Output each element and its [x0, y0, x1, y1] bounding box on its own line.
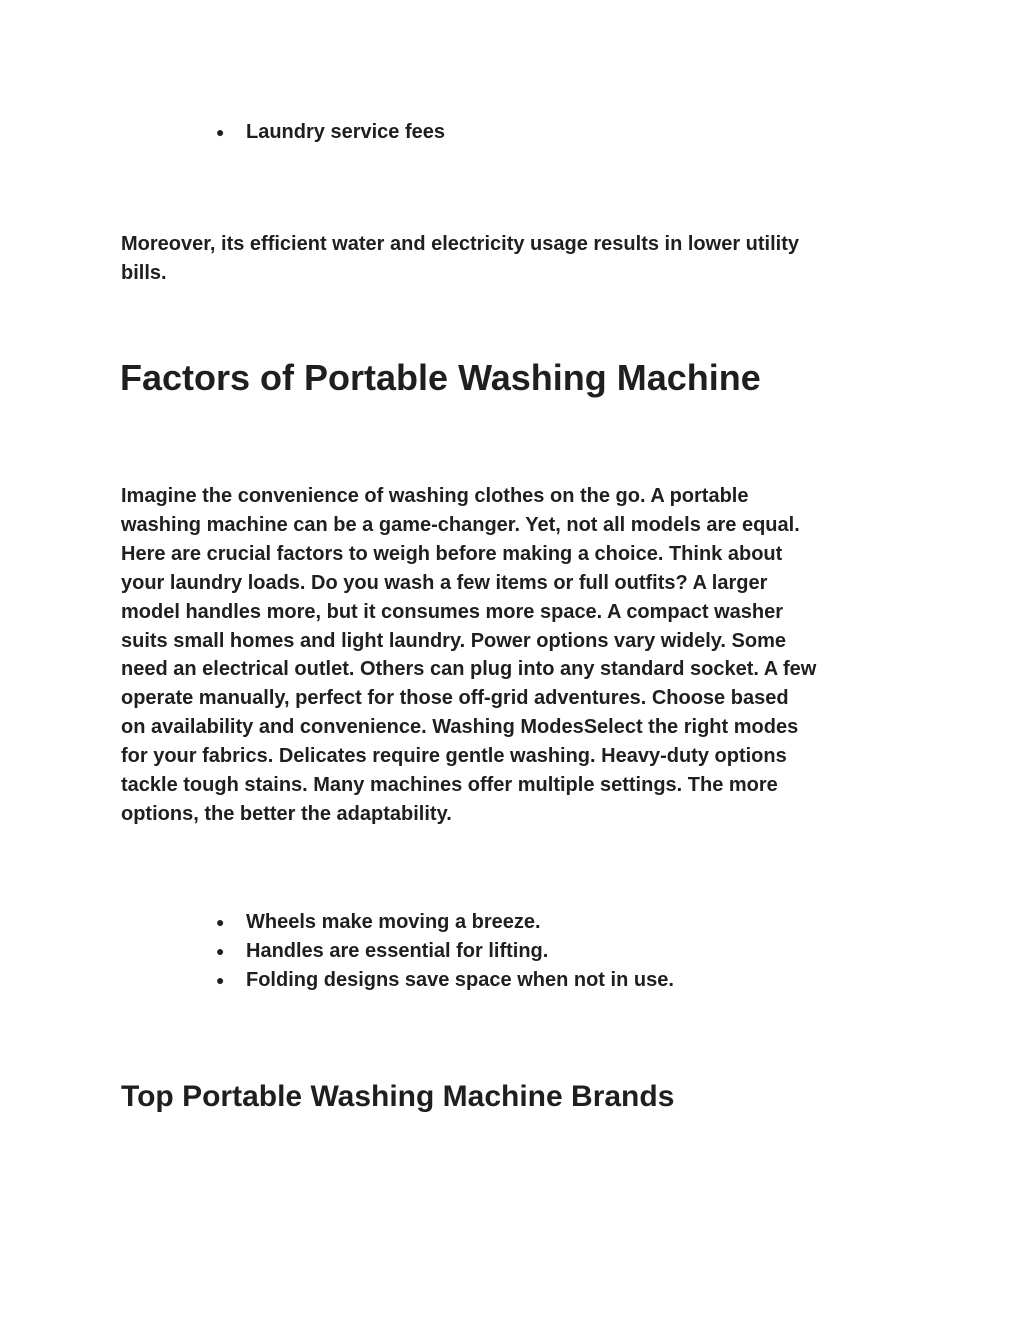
bullet-icon: ●	[216, 972, 225, 988]
paragraph-line: suits small homes and light laundry. Power options vary widely. Some	[121, 629, 786, 652]
section-heading: Factors of Portable Washing Machine	[120, 357, 761, 398]
paragraph-line: Imagine the convenience of washing clothes on the go. A portable	[121, 485, 749, 507]
list-item-text: Folding designs save space when not in use.	[246, 969, 674, 991]
bullet-icon: ●	[216, 943, 225, 959]
factors-paragraph	[121, 482, 816, 829]
paragraph-line: tackle tough stains. Many machines offer multiple settings. The more	[121, 774, 778, 797]
paragraph-line: for your fabrics. Delicates require gentle washing. Heavy-duty options	[121, 745, 787, 768]
paragraph-line: on availability and convenience. Washing ModesSelect the right modes	[121, 716, 799, 739]
top-bullet-list	[216, 118, 445, 147]
list-item-text: Handles are essential for lifting.	[246, 940, 549, 962]
paragraph-line: need an electrical outlet. Others can plug into any standard socket. A few	[121, 658, 817, 681]
mobility-bullet-list	[216, 908, 674, 995]
paragraph-line: your laundry loads. Do you wash a few items or full outfits? A larger	[121, 571, 768, 594]
list-item-text: Laundry service fees	[246, 121, 445, 143]
paragraph-line: bills.	[121, 261, 167, 284]
list-item-text: Wheels make moving a breeze.	[246, 911, 541, 933]
list-item	[216, 118, 445, 147]
paragraph-line: options, the better the adaptability.	[121, 802, 452, 825]
paragraph-line: operate manually, perfect for those off-grid adventures. Choose based	[121, 687, 789, 710]
paragraph-line: model handles more, but it consumes more space. A compact washer	[121, 600, 784, 623]
brands-heading: Top Portable Washing Machine Brands	[121, 1080, 675, 1113]
list-item	[216, 966, 674, 995]
list-item	[216, 908, 674, 937]
paragraph-line: Here are crucial factors to weigh before making a choice. Think about	[121, 542, 783, 565]
list-item	[216, 937, 674, 966]
moreover-paragraph	[121, 230, 799, 288]
bullet-icon: ●	[216, 124, 225, 140]
paragraph-line: Moreover, its efficient water and electricity usage results in lower utility	[121, 233, 799, 255]
bullet-icon: ●	[216, 914, 225, 930]
paragraph-line: washing machine can be a game-changer. Yet, not all models are equal.	[121, 513, 800, 536]
